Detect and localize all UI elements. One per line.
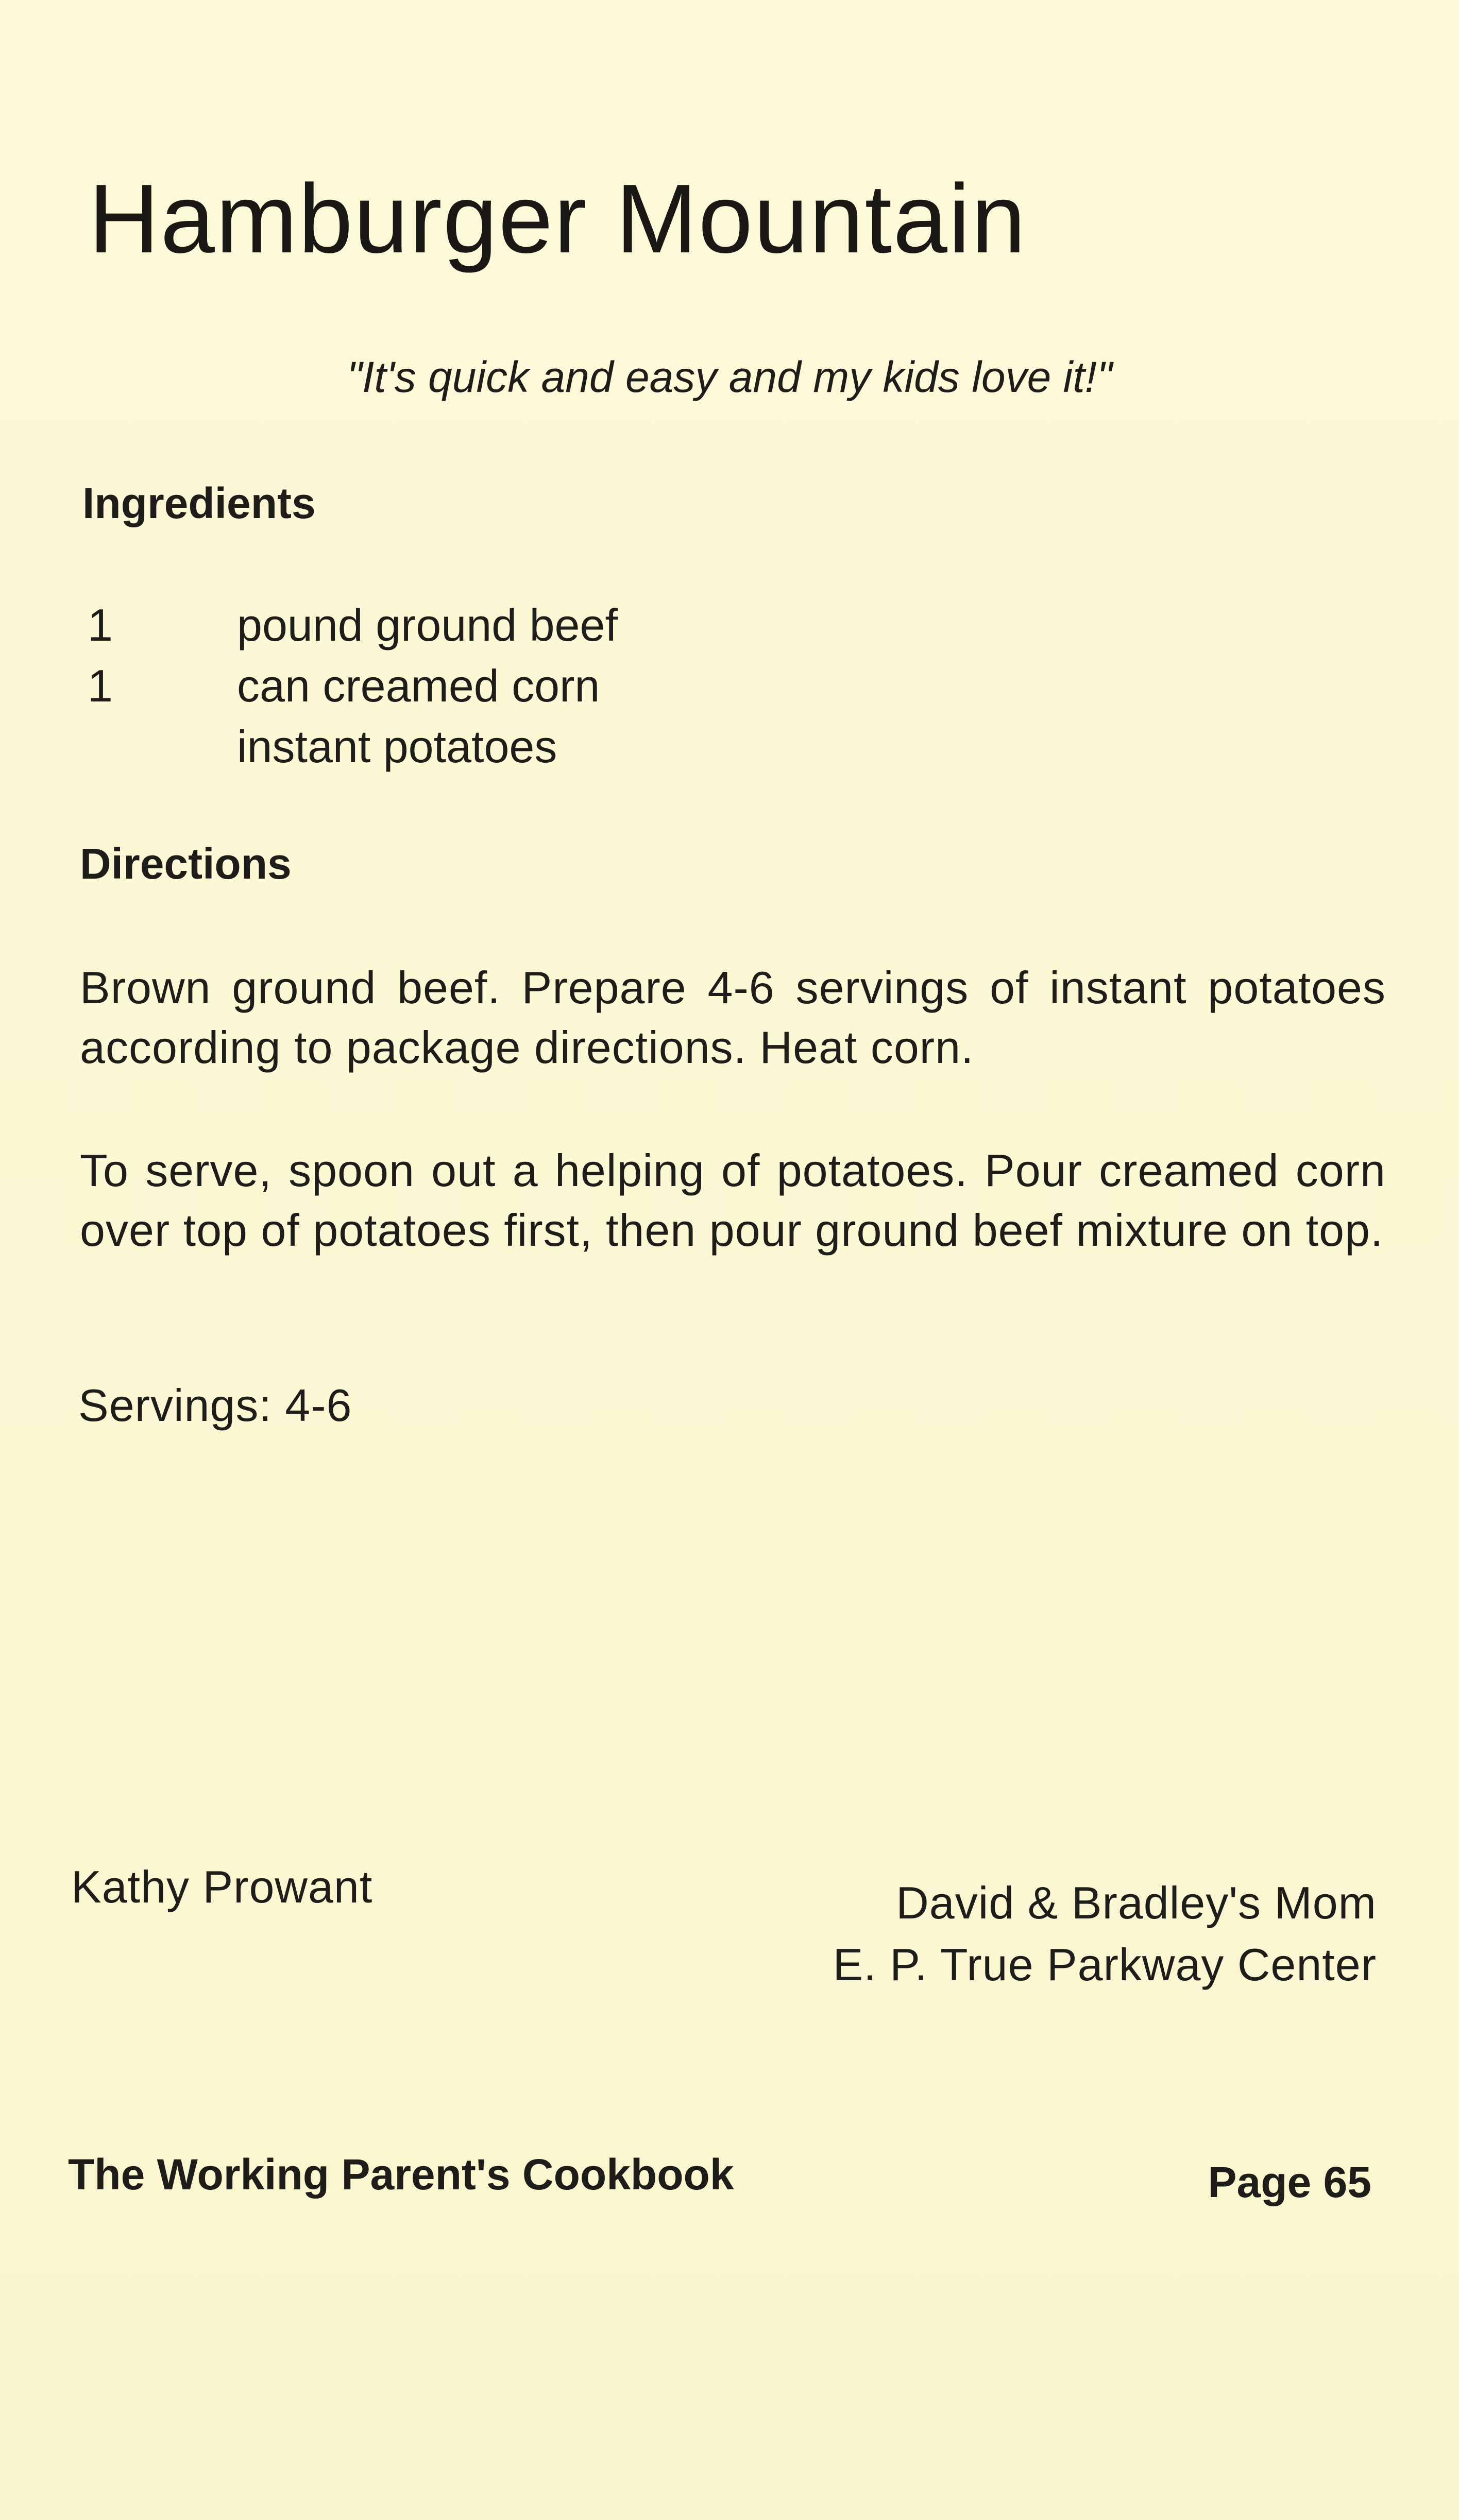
recipe-quote: "It's quick and easy and my kids love it!" xyxy=(347,353,1112,401)
directions-heading: Directions xyxy=(80,839,292,888)
ingredient-row xyxy=(0,660,1459,720)
author-affiliation xyxy=(833,1872,1377,1996)
directions-paragraph: To serve, spoon out a helping of potatoes. Pour creamed corn over top of potatoes first, then pour ground beef mixture on top. xyxy=(80,1145,1386,1256)
ingredients-heading: Ingredients xyxy=(82,479,316,527)
author-name: Kathy Prowant xyxy=(71,1861,373,1912)
servings-text: Servings: 4-6 xyxy=(78,1380,352,1431)
ingredient-row xyxy=(0,721,1459,781)
ingredient-name: instant potatoes xyxy=(237,721,557,772)
author-relation: David & Bradley's Mom xyxy=(896,1877,1377,1928)
ingredient-qty: 1 xyxy=(88,599,113,650)
ingredient-name: pound ground beef xyxy=(237,599,618,650)
book-title: The Working Parent's Cookbook xyxy=(68,2150,734,2199)
recipe-title: Hamburger Mountain xyxy=(89,164,1027,273)
ingredient-qty: 1 xyxy=(88,660,113,711)
ingredient-name: can creamed corn xyxy=(237,660,600,711)
author-center: E. P. True Parkway Center xyxy=(833,1939,1377,1990)
directions-paragraph: Brown ground beef. Prepare 4-6 servings of instant potatoes according to package directions. Heat corn. xyxy=(80,962,1386,1073)
ingredient-row xyxy=(0,599,1459,659)
page-number: Page 65 xyxy=(1208,2158,1371,2206)
